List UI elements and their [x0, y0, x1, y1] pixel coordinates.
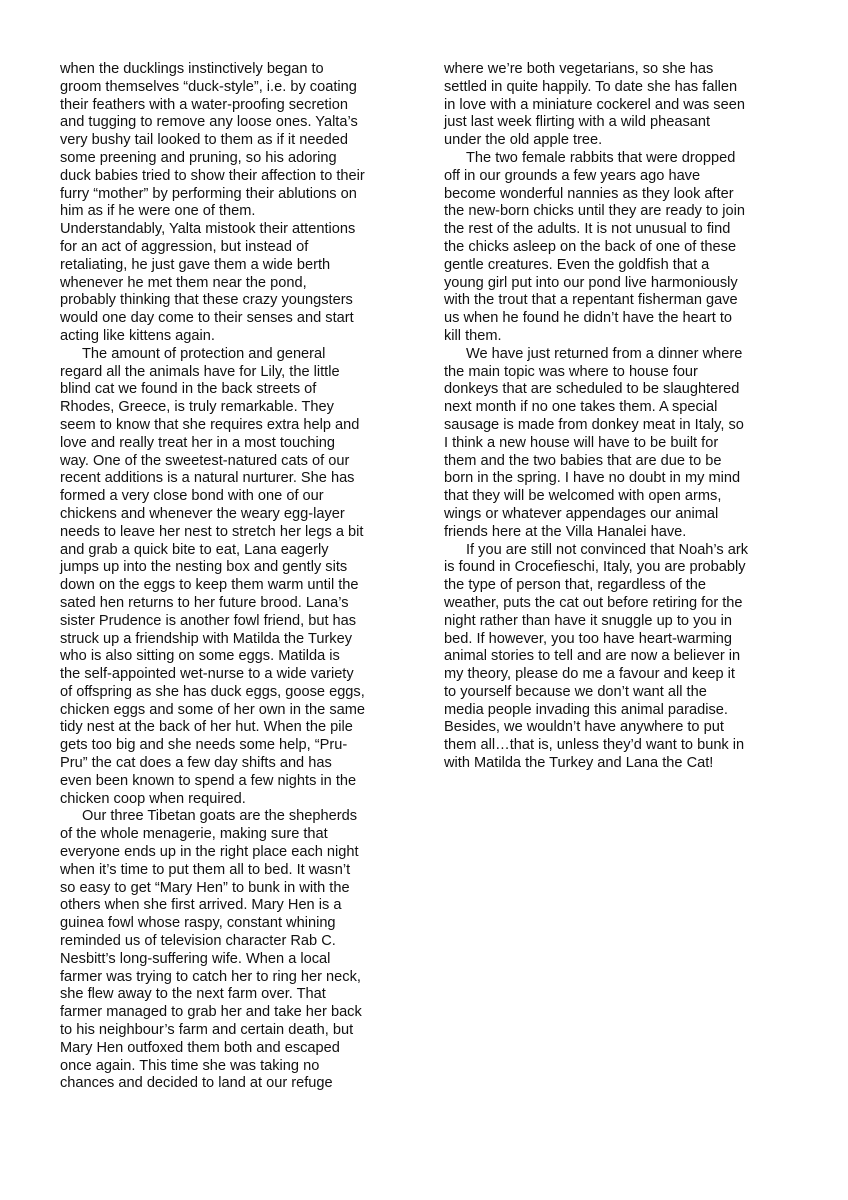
paragraph-donkeys: We have just returned from a dinner where the main topic was where to house four donkeys that are scheduled to be slaughtered next month if no one takes them. A special sausage is made from donkey meat in Italy, so I think a new house will have to be built for them and the two babies that are due to be born in the spring. I have no doubt in my mind that they will be welcomed with open arms, wings or whatever appendages our animal friends here at the Villa Hanalei have.	[444, 345, 744, 540]
paragraph-mary-hen-continued: where we’re both vegetarians, so she has settled in quite happily. To date she has fallen in love with a miniature cockerel and was seen just last week flirting with a wild pheasant under the old apple tree.	[444, 61, 745, 149]
paragraph-tibetan-goats: Our three Tibetan goats are the shepherds of the whole menagerie, making sure that everyone ends up in the right place each night when it’s time to put them all to bed. It wasn’t so easy to get “Mary Hen” to bunk in with the others when she first arrived. Mary Hen is a guinea fowl whose raspy, constant whining reminded us of television character Rab C. Nesbitt’s long-suffering wife. When a local farmer was trying to catch her to ring her neck, she flew away to the next farm over. That farmer managed to grab her and take her back to his neighbour’s farm and certain death, but Mary Hen outfoxed them both and escaped once again. This time she was taking no chances and decided to land at our refuge	[60, 808, 362, 1092]
paragraph-ducklings: when the ducklings instinctively began to groom themselves “duck-style”, i.e. by coating their feathers with a water-proofing secretion and tugging to remove any loose ones. Yalta’s very bushy tail looked to them as if it needed some preening and pruning, so his adoring duck babies tried to show their affection to their furry “mother” by performing their ablutions on him as if he were one of them. Understandably, Yalta mistook their attentions for an act of aggression, but instead of retaliating, he just gave them a wide berth whenever he met them near the pond, probably thinking that these crazy youngsters would one day come to their senses and start acting like kittens again.	[60, 61, 365, 344]
left-column	[60, 61, 392, 1093]
right-column	[444, 61, 774, 773]
paragraph-noahs-ark: If you are still not convinced that Noah’s ark is found in Crocefieschi, Italy, you are probably the type of person that, regardless of the weather, puts the cat out before retiring for the night rather than have it snuggle up to you in bed. If however, you too have heart-warming animal stories to tell and are now a believer in my theory, please do me a favour and keep it to yourself because we don’t want all the media people invading this animal paradise. Besides, we wouldn’t have anywhere to put them all…that is, unless they’d want to bunk in with Matilda the Turkey and Lana the Cat!	[444, 541, 749, 772]
paragraph-rabbits: The two female rabbits that were dropped off in our grounds a few years ago have become wonderful nannies as they look after the new-born chicks until they are ready to join the rest of the adults. It is not unusual to find the chicks asleep on the back of one of these gentle creatures. Even the goldfish that a young girl put into our pond live harmoniously with the trout that a repentant fisherman gave us when he found he didn’t have the heart to kill them.	[444, 149, 745, 344]
paragraph-lily-and-lana: The amount of protection and general regard all the animals have for Lily, the little blind cat we found in the back streets of Rhodes, Greece, is truly remarkable. They seem to know that she requires extra help and love and really treat her in a most touching way. One of the sweetest-natured cats of our recent additions is a natural nurturer. She has formed a very close bond with one of our chickens and whenever the weary egg-layer needs to leave her nest to stretch her legs a bit and grab a quick bite to eat, Lana eagerly jumps up into the nesting box and gently sits down on the eggs to keep them warm until the sated hen returns to her future brood. Lana’s sister Prudence is another fowl friend, but has struck up a friendship with Matilda the Turkey who is also sitting on some eggs. Matilda is the self-appointed wet-nurse to a wide variety of offspring as she has duck eggs, goose eggs, chicken eggs and some of her own in the same tidy nest at the back of her hut. When the pile gets too big and she needs some help, “Pru- Pru” the cat does a few day shifts and has even been known to spend a few nights in the chicken coop when required.	[60, 345, 366, 807]
